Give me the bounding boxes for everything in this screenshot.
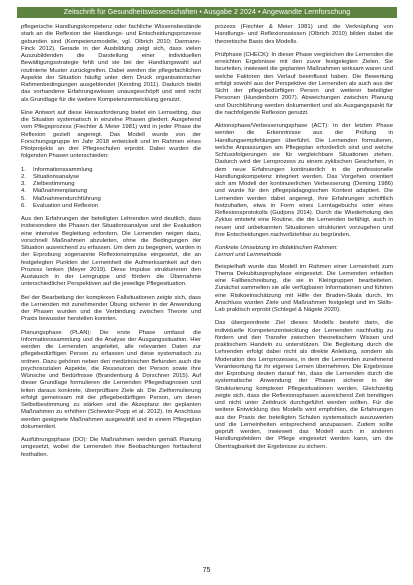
left-paragraph-4: Bei der Bearbeitung der komplexen Fallsituationen zeigte sich, dass die Lernenden mit zunehmender Übung sicherer in der Anwendung der Phasen wurden und die Verbindung zwischen Theorie und Praxis bewusster herstellen konnten. xyxy=(21,294,201,323)
running-header: Zeitschrift für Gesundheitswissenschaften • Ausgabe 2 2024 • Angewandte Lernforschung xyxy=(17,7,397,18)
right-paragraph-4: Beispielhaft wurde das Modell im Rahmen einer Lerneinheit zum Thema Dekubitusprophylaxe eingesetzt. Die Lernenden erhielten eine Fallbeschreibung, die sie in Kleingruppen bearbeiteten. Zunächst sammelten sie alle verfügbaren Informationen und führten eine Risikoeinschätzung mit Hilfe der Braden-Skala durch. Im Anschluss wurden Ziele und Maßnahmen festgelegt und im Skills-Lab praktisch erprobt (Schlegel & Nägele 2020). xyxy=(215,263,393,313)
right-column xyxy=(215,24,393,556)
left-paragraph-1: pflegerische Handlungskompetenz oder fachliche Wissensbestände stark an die Reflexion der Handlungs- und Entscheidungsprozesse gebunden sind (Kompetenzmodelle, vgl. Olbrich 2010; Darmann-Finck 2012). Gerade in der Ausbildung zeigt sich, dass vielen Auszubildenden die Darstellung einer individuellen Bewältigungsstrategie fehlt und sie bei der Handlungswahl auf routinierte Muster zurückgreifen. Dabei werden die pflegefachlichen Aspekte der Situation häufig unter dem Druck organisatorischer Rahmenbedingungen ausgeblendet (Kersting 2011). Dadurch bleibt das vorhandene Erfahrungswissen unausgeschöpft und wird nicht als Grundlage für die weitere Kompetenzentwicklung genutzt. xyxy=(21,24,201,103)
list-item xyxy=(21,196,201,203)
list-item-text: Maßnahmenplanung xyxy=(33,188,88,195)
list-item-text: Informationssammlung xyxy=(33,166,93,173)
list-item-number: 1. xyxy=(21,166,26,173)
list-item-text: Situationsanalyse xyxy=(33,173,80,180)
list-item-text: Zielbestimmung xyxy=(33,181,75,187)
left-paragraph-6: Ausführungsphase (DO): Die Maßnahmen werden gemäß Planung umgesetzt, wobei die Lernenden ihre Beobachtungen fortlaufend festhalten. xyxy=(21,437,201,458)
list-item xyxy=(21,188,201,195)
section-subheading: Lernort und Lernmethode xyxy=(215,252,282,259)
section-heading: Konkrete Umsetzung im didaktischen Rahmen: xyxy=(215,245,338,251)
right-paragraph-3: Aktionsphase/Verbesserungsphase (ACT): In der letzten Phase werden die Erkenntnisse aus der Prüfung in Handlungsempfehlungen überführt. Die Lernenden formulieren, welche Anpassungen am Pflegeplan erforderlich sind und welche Schlussfolgerungen sie für vergleichbare Situationen ziehen. Dadurch wird der Lernprozess zu einem zyklischen Geschehen, in dem neue Erfahrungen kontinuierlich in die professionelle Handlungskompetenz integriert werden. Das Vorgehen orientiert sich am Modell der kontinuierlichen Verbesserung (Deming 1986) und wurde für den pflegepädagogischen Kontext adaptiert. Die Lernenden werden dabei angeregt, ihre Erfahrungen schriftlich festzuhalten, etwa in Form eines Lerntagebuchs oder eines Reflexionsprotokolls (Gudjons 2014). Durch die Wiederholung des Zyklus entsteht eine Routine, die die Lernenden befähigt, auch in neuen und unbekannten Situationen strukturiert vorzugehen und ihre Entscheidungen nachvollziehbar zu begründen. xyxy=(215,123,393,238)
list-item xyxy=(21,167,201,174)
list-item-number: 6. xyxy=(21,202,26,209)
left-paragraph-2: Eine Antwort auf diese Herausforderung bietet ein Lernsetting, das die Situation systematisch in einzelne Phasen gliedert. Ausgehend vom Pflegeprozess (Fiechter & Meier 1981) wird in jeder Phase die Reflexion gezielt angeregt. Das Modell wurde von der Forschungsgruppe im Jahr 2018 entwickelt und im Rahmen eines Pilotprojekts an drei Pflegeschulen erprobt. Dabei wurden die folgenden Phasen unterschieden: xyxy=(21,109,201,160)
left-paragraph-3: Aus den Erfahrungen der beteiligten Lehrenden wird deutlich, dass insbesondere die Phasen der Situationsanalyse und der Evaluation eine intensive Begleitung erfordern. Die Lernenden neigen dazu, vorschnell Maßnahmen abzuleiten, ohne die Bedingungen der Situation ausreichend zu erfassen. Um dem zu begegnen, wurden in der Erprobung sogenannte Reflexionsimpulse eingesetzt, die an festgelegten Punkten der Lerneinheit die Aufmerksamkeit auf den Prozess lenken (Meyer 2019). Diese Impulse strukturieren den Austausch in der Lerngruppe und fördern die Übernahme unterschiedlicher Perspektiven auf die jeweilige Pflegesituation. xyxy=(21,216,201,288)
list-item xyxy=(21,181,201,188)
list-item-number: 4. xyxy=(21,188,26,195)
list-item-text: Evaluation und Reflexion xyxy=(33,202,99,209)
right-paragraph-1: prozess (Fiechter & Meier 1981) und die Verknüpfung von Handlungs- und Reflexionswissen (Olbrich 2010) bilden dabei die theoretische Basis des Modells. xyxy=(215,24,393,45)
list-item-number: 3. xyxy=(21,181,26,187)
left-column xyxy=(21,24,201,556)
list-item-number: 5. xyxy=(21,195,26,202)
right-paragraph-2: Prüfphase (CHECK): In dieser Phase vergleichen die Lernenden die erreichten Ergebnisse mit den zuvor festgelegten Zielen. Sie beurteilen, inwieweit die geplanten Maßnahmen wirksam waren und welche Faktoren den Verlauf beeinflusst haben. Die Bewertung erfolgt sowohl aus der Perspektive der Lernenden als auch aus der Sicht der pflegebedürftigen Person und weiterer beteiligter Personen (Hundenborn 2007). Abweichungen zwischen Planung und Durchführung werden dokumentiert und als Ausgangspunkt für die nachfolgende Reflexion genutzt. xyxy=(215,51,393,116)
list-item xyxy=(21,203,201,210)
phase-list xyxy=(21,167,201,211)
list-item-text: Maßnahmendurchführung xyxy=(33,195,101,202)
list-item-number: 2. xyxy=(21,173,26,180)
list-item xyxy=(21,174,201,181)
page-number: 75 xyxy=(202,567,211,574)
right-paragraph-5: Das übergeordnete Ziel dieses Modells besteht darin, die individuelle Kompetenzentwicklung der Lernenden nachhaltig zu fördern und den Transfer zwischen theoretischem Wissen und praktischem Handeln zu unterstützen. Die Begleitung durch die Lehrenden erfolgt dabei nicht als direkte Anleitung, sondern als Moderation des Lernprozesses, in dem die Lernenden zunehmend Verantwortung für ihr eigenes Lernen übernehmen. Die Ergebnisse der Erprobung deuten darauf hin, dass die Lernenden durch die systematische Anwendung der Phasen sicherer in der Strukturierung komplexer Pflegesituationen werden. Gleichzeitig zeigte sich, dass die Reflexionsphasen ausreichend Zeit benötigen und nicht unter Zeitdruck durchgeführt werden sollten. Für die weitere Entwicklung des Modells wird empfohlen, die Erfahrungen aus der Praxis der beteiligten Schulen systematisch auszuwerten und die Lerneinheiten entsprechend anzupassen. Zudem sollte geprüft werden, inwieweit das Modell auch in anderen Handlungsfeldern der Pflege eingesetzt werden kann, um die Übertragbarkeit der Ergebnisse zu sichern. xyxy=(215,320,393,450)
left-paragraph-5: Planungsphase (PLAN): Die erste Phase umfasst die Informationssammlung und die Analyse der Ausgangssituation. Hier werden die Lernenden angeleitet, alle relevanten Daten zur pflegebedürftigen Person zu erfassen und diese systematisch zu ordnen. Dazu gehören neben den medizinischen Befunden auch die psychosozialen Aspekte, die Ressourcen der Person sowie ihre Wünsche und Bedürfnisse (Brandenburg & Dorschner 2015). Auf dieser Grundlage formulieren die Lernenden Pflegediagnosen und leiten daraus konkrete, überprüfbare Ziele ab. Die Zielformulierung erfolgt gemeinsam mit der pflegebedürftigen Person, um deren Selbstbestimmung zu stärken und die Akzeptanz der geplanten Maßnahmen zu erhöhen (Schewior-Popp et al. 2012). Im Anschluss werden geeignete Maßnahmen ausgewählt und in einem Pflegeplan dokumentiert. xyxy=(21,329,201,430)
